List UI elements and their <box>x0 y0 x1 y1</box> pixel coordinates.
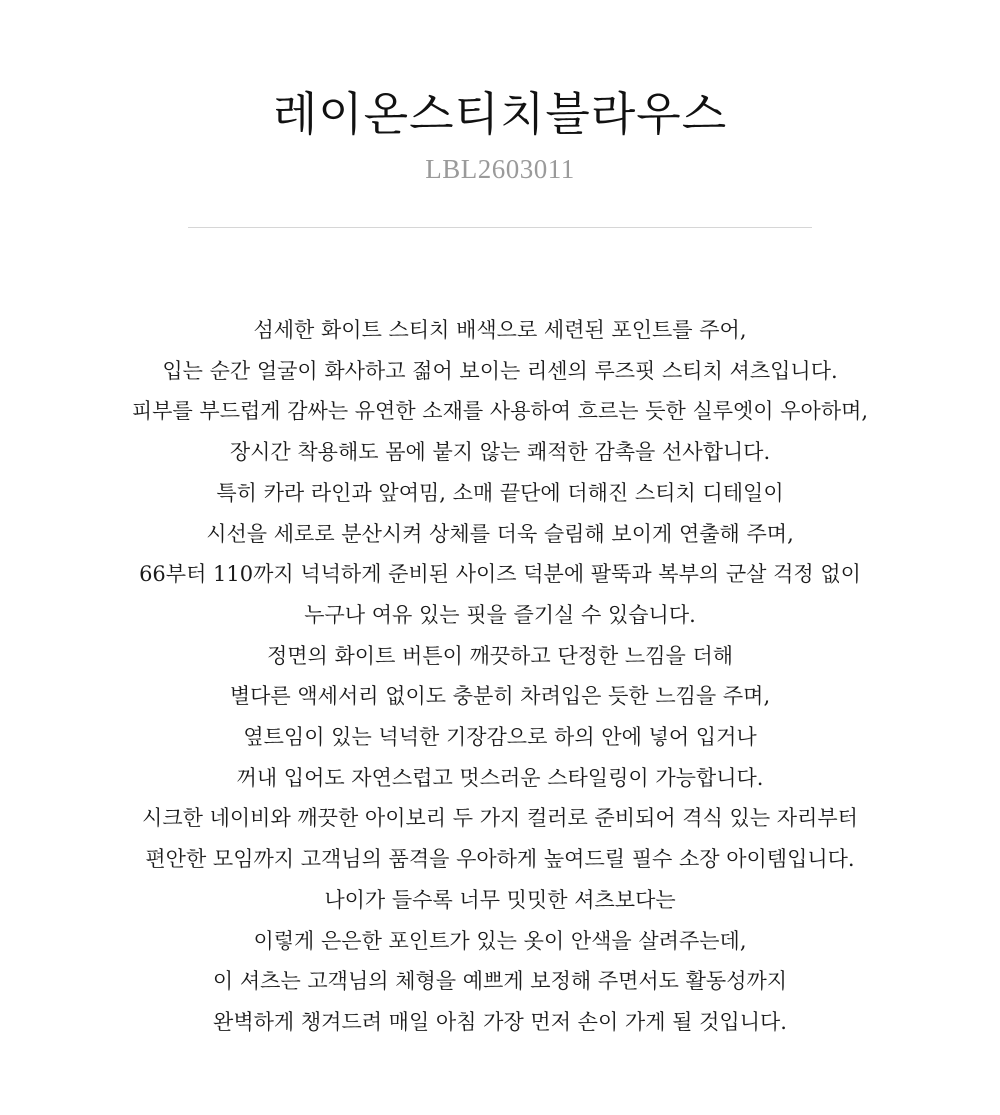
description-line: 별다른 액세서리 없이도 충분히 차려입은 듯한 느낌을 주며, <box>229 684 771 709</box>
description-line: 이렇게 은은한 포인트가 있는 옷이 안색을 살려주는데, <box>253 928 747 953</box>
description-line: 장시간 착용해도 몸에 붙지 않는 쾌적한 감촉을 선사합니다. <box>229 440 771 465</box>
description-line: 시선을 세로로 분산시켜 상체를 더욱 슬림해 보이게 연출해 주며, <box>206 521 794 546</box>
description-line: 특히 카라 라인과 앞여밈, 소매 끝단에 더해진 스티치 디테일이 <box>216 480 784 505</box>
product-code: LBL2603011 <box>425 154 575 184</box>
description-line: 피부를 부드럽게 감싸는 유연한 소재를 사용하여 흐르는 듯한 실루엣이 우아하며, <box>131 399 869 424</box>
description-line: 옆트임이 있는 넉넉한 기장감으로 하의 안에 넣어 입거나 <box>243 725 757 750</box>
description-line: 시크한 네이비와 깨끗한 아이보리 두 가지 컬러로 준비되어 격식 있는 자리부터 <box>142 806 858 831</box>
description-line: 편안한 모임까지 고객님의 품격을 우아하게 높여드릴 필수 소장 아이템입니다. <box>145 847 855 872</box>
title-divider <box>188 227 812 228</box>
description-line: 나이가 들수록 너무 밋밋한 셔츠보다는 <box>324 887 676 912</box>
description-line: 섬세한 화이트 스티치 배색으로 세련된 포인트를 주어, <box>253 318 747 342</box>
product-title: 레이온스티치블라우스 <box>272 87 728 141</box>
description-line: 누구나 여유 있는 핏을 즐기실 수 있습니다. <box>304 602 696 627</box>
description-line: 정면의 화이트 버튼이 깨끗하고 단정한 느낌을 더해 <box>266 643 734 668</box>
product-description <box>40 310 960 1043</box>
description-line: 꺼내 입어도 자연스럽고 멋스러운 스타일링이 가능합니다. <box>236 765 764 790</box>
description-line: 66부터 110까지 넉넉하게 준비된 사이즈 덕분에 팔뚝과 복부의 군살 걱정 없이 <box>139 562 861 587</box>
description-line: 이 셔츠는 고객님의 체형을 예쁘게 보정해 주면서도 활동성까지 <box>212 969 788 994</box>
description-line: 완벽하게 챙겨드려 매일 아침 가장 먼저 손이 가게 될 것입니다. <box>213 1009 787 1034</box>
description-line: 입는 순간 얼굴이 화사하고 젊어 보이는 리센의 루즈핏 스티치 셔츠입니다. <box>162 358 838 383</box>
